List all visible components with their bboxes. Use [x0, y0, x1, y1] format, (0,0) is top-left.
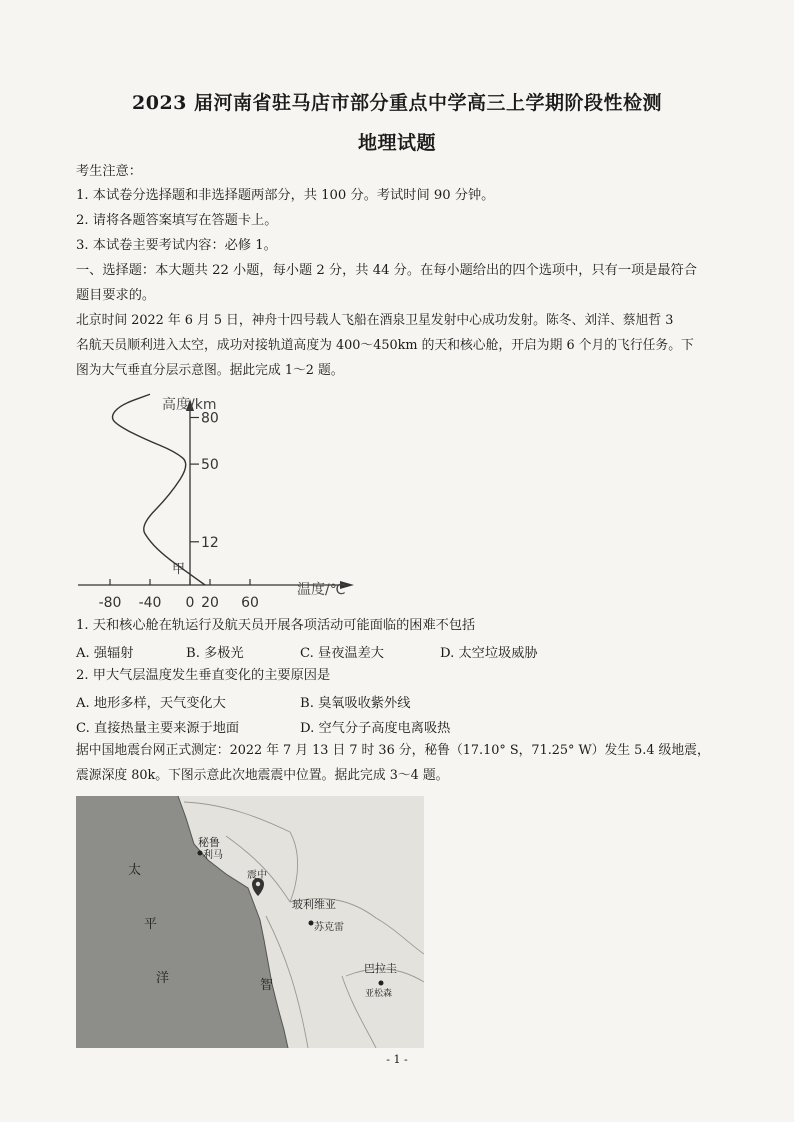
passage1-line3: 图为大气垂直分层示意图。据此完成 1～2 题。 [76, 363, 344, 378]
label-chile: 智 [260, 978, 274, 993]
label-lima: 利马 [203, 850, 223, 861]
temperature-curve [113, 394, 206, 585]
label-asuncion: 亚松森 [365, 989, 393, 999]
y-tick-label: 50 [201, 457, 219, 474]
passage2-line1: 据中国地震台网正式测定：2022 年 7 月 13 日 7 时 36 分，秘鲁（17.10° S，71.25° W）发生 5.4 级地震， [76, 743, 710, 758]
lima-marker [198, 851, 203, 856]
q1-option-b[interactable]: B. 多极光 [186, 646, 244, 661]
q1-option-d[interactable]: D. 太空垃圾威胁 [440, 646, 538, 661]
label-sucre: 苏克雷 [314, 922, 344, 933]
question-1-stem: 1. 天和核心舱在轨运行及航天员开展各项活动可能面临的困难不包括 [76, 618, 476, 633]
q2-option-b[interactable]: B. 臭氧吸收紫外线 [300, 696, 411, 711]
x-tick-label: 20 [201, 595, 219, 611]
atmosphere-chart [76, 385, 376, 617]
passage1-line2: 名航天员顺利进入太空，成功对接轨道高度为 400～450km 的天和核心舱，开启为期 6 个月的飞行任务。下 [76, 338, 694, 353]
y-tick-label: 12 [201, 534, 219, 551]
label-bolivia: 玻利维亚 [292, 898, 336, 911]
section-intro-cont: 题目要求的。 [76, 288, 156, 303]
sucre-marker [309, 921, 314, 926]
q2-option-d[interactable]: D. 空气分子高度电离吸热 [300, 721, 451, 736]
y-axis-label: 高度/km [162, 397, 217, 413]
section-intro: 一、选择题：本大题共 22 小题，每小题 2 分，共 44 分。在每小题给出的四个选项中，只有一项是最符合 [76, 263, 697, 278]
label-pacific-3: 洋 [156, 971, 170, 986]
q2-option-c[interactable]: C. 直接热量主要来源于地面 [76, 721, 240, 736]
x-tick-label: -80 [98, 595, 122, 611]
label-pacific-1: 太 [128, 863, 142, 878]
exam-title: 2023 届河南省驻马店市部分重点中学高三上学期阶段性检测 [132, 92, 662, 114]
label-paraguay: 巴拉圭 [364, 962, 397, 975]
x-tick-label: 60 [241, 595, 259, 611]
q1-option-a[interactable]: A. 强辐射 [76, 646, 134, 661]
q1-option-c[interactable]: C. 昼夜温差大 [300, 646, 384, 661]
note-item-2: 2. 请将各题答案填写在答题卡上。 [76, 213, 278, 228]
y-tick-label: 80 [201, 410, 219, 427]
passage1-line1: 北京时间 2022 年 6 月 5 日，神舟十四号载人飞船在酒泉卫星发射中心成功发射。陈冬、刘洋、蔡旭哲 3 [76, 313, 674, 328]
passage2-line2: 震源深度 80k。下图示意此次地震震中位置。据此完成 3～4 题。 [76, 768, 449, 783]
asuncion-marker [379, 981, 384, 986]
question-2-stem: 2. 甲大气层温度发生垂直变化的主要原因是 [76, 668, 331, 683]
x-tick-label: 0 [185, 595, 195, 611]
exam-subtitle: 地理试题 [357, 132, 436, 154]
label-epicenter: 震中 [247, 870, 267, 881]
q2-option-a[interactable]: A. 地形多样，天气变化大 [76, 696, 226, 711]
epicenter-map [76, 796, 424, 1048]
x-tick-label: -40 [138, 595, 162, 611]
layer-jia-label: 甲 [172, 562, 186, 577]
x-axis-label: 温度/℃ [297, 582, 346, 598]
notes-heading: 考生注意： [76, 164, 142, 179]
note-item-3: 3. 本试卷主要考试内容：必修 1。 [76, 238, 277, 253]
label-pacific-2: 平 [144, 917, 158, 932]
note-item-1: 1. 本试卷分选择题和非选择题两部分，共 100 分。考试时间 90 分钟。 [76, 188, 495, 203]
page-number: - 1 - [386, 1053, 408, 1066]
label-peru: 秘鲁 [198, 836, 220, 849]
